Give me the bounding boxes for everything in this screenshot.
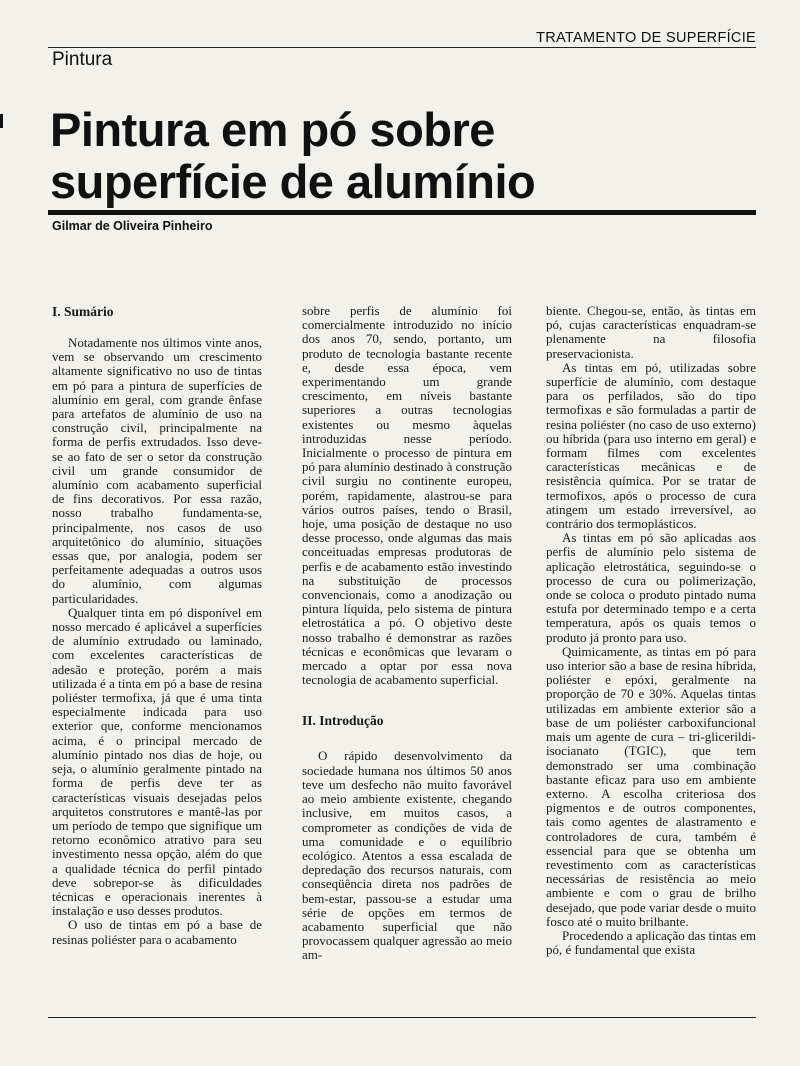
paragraph: O uso de tintas em pó a base de resinas poliéster para o acabamento <box>52 917 262 947</box>
paragraph: O rápido desenvolvimento da sociedade humana nos últimos 50 anos teve um desfecho não muito favorável ao meio ambiente existente, chegando inclusive, em muitos casos, a comprometer as condições de vida de uma comunidade e o equilíbrio ecológico. Atentos a essa escalada de depredação dos recursos naturais, com conseqüência direta nos padrões de bem-estar, passou-se a estudar uma série de opções em termos de acabamento superficial que não provocassem qualquer agressão ao meio am- <box>302 748 512 963</box>
paragraph: As tintas em pó são aplicadas aos perfis de alumínio pelo sistema de aplicação eletrostática, seguindo-se o processo de cura ou polimerização, onde se coloca o produto pintado numa estufa por determinado tempo e a certa temperatura, após os quais temos o produto já pronto para uso. <box>546 530 756 645</box>
paragraph: Quimicamente, as tintas em pó para uso interior são a base de resina híbrida, poliéster e epóxi, geralmente na proporção de 70 e 30%. Aquelas tintas utilizadas em ambiente exterior são a base de um poliéster carboxifuncional mais um agente de cura – tri-glicerildi-isocianato (TGIC), que tem demonstrado ser uma combinação bastante eficaz para uso em ambiente externo. A escolha criteriosa dos pigmentos e de outros componentes, tais como agentes de alastramento e controladores de cura, também é essencial para que se obtenha um revestimento com as características necessárias de resistência ao meio ambiente e com o grau de brilho desejado, que pode variar desde o muito fosco até o muito brilhante. <box>546 643 756 929</box>
title-line-2: superfície de alumínio <box>50 155 536 208</box>
paragraph: Notadamente nos últimos vinte anos, vem se observando um crescimento altamente significativo no uso de tintas em pó para a pintura de superfícies de alumínio em geral, com grande ênfase para artefatos de alumínio de uso na construção civil, principalmente na forma de perfis extrudados. Isso deve-se ao fato de ser o setor da construção civil um grande consumidor de alumínio com acabamento superficial de fins decorativos. Por essa razão, nosso trabalho fundamenta-se, principalmente, nos casos de uso arquitetônico do alumínio, situações essas que, por analogia, podem ser perfeitamente adequadas a outros usos do alumínio, com algumas particularidades. <box>52 335 262 606</box>
category-label: Pintura <box>52 49 113 70</box>
paragraph: Qualquer tinta em pó disponível em nosso mercado é aplicável a superfícies de alumínio extrudado ou laminado, com excelentes características de adesão e proteção, porém a mais utilizada é a tinta em pó a base de resina poliéster termofixa, já que é uma tinta especialmente indicada para uso exterior que, conforme mencionamos acima, é o principal mercado de alumínio pintado nos dias de hoje, ou seja, o alumínio geralmente pintado na forma de perfis deve ter as características visuais desejadas pelos arquitetos construtores e mantê-las por um período de tempo que signifique um retorno econômico atrativo para seu investimento nessa opção, além do que a qualidade técnica do perfil pintado deve sobrepor-se às dificuldades técnicas e operacionais inerentes à instalação e uso desses produtos. <box>52 604 262 919</box>
heading-sumario: I. Sumário <box>52 304 114 319</box>
author-name: Gilmar de Oliveira Pinheiro <box>52 219 213 233</box>
title-line-1: Pintura em pó sobre <box>50 103 495 156</box>
paragraph: biente. Chegou-se, então, às tintas em pó, cujas características enquadram-se plenamente na filosofia preservacionista. <box>546 303 756 361</box>
title-rule <box>48 210 756 215</box>
top-rule <box>48 47 756 48</box>
article-title <box>50 104 535 208</box>
paragraph: As tintas em pó, utilizadas sobre superfície de alumínio, com destaque para os perfilados, são do tipo termofixas e são formuladas a partir de resina poliéster (no caso de uso externo) ou híbrida (para uso interno em geral) e formam filmes com excelentes características mecânicas e de resistência química. Por se tratar de termofixos, após o processo de cura atingem um estado irreversível, ao contrário dos termoplásticos. <box>546 359 756 532</box>
paragraph: sobre perfis de alumínio foi comercialmente introduzido no início dos anos 70, sendo, portanto, um produto de tecnologia bastante recente e, desde essa época, vem experimentando um grande crescimento, em níveis bastante superiores a outras tecnologias existentes ou mesmo àquelas introduzidas nesse período. Inicialmente o processo de pintura em pó para alumínio destinado à construção civil surgiu no continente europeu, porém, rapidamente, alastrou-se para vários outros países, tendo o Brasil, hoje, uma posição de destaque no uso desse processo, onde algumas das mais conceituadas empresas produtoras de perfis e de acabamento estão investindo na substituição de processos convencionais, como a anodização ou pintura líquida, pelo sistema de pintura eletrostática a pó. O objetivo deste nosso trabalho é demonstrar as razões técnicas e econômicas que levaram o mercado a optar por essa nova tecnologia de acabamento superficial. <box>302 303 512 688</box>
paragraph: Procedendo a aplicação das tintas em pó, é fundamental que exista <box>546 927 756 958</box>
column-1 <box>52 304 262 947</box>
edge-mark <box>0 114 3 128</box>
section-tag: TRATAMENTO DE SUPERFÍCIE <box>536 30 756 46</box>
column-3 <box>546 304 756 957</box>
column-2 <box>302 304 512 963</box>
bottom-rule <box>48 1017 756 1018</box>
heading-introducao: II. Introdução <box>302 713 384 729</box>
